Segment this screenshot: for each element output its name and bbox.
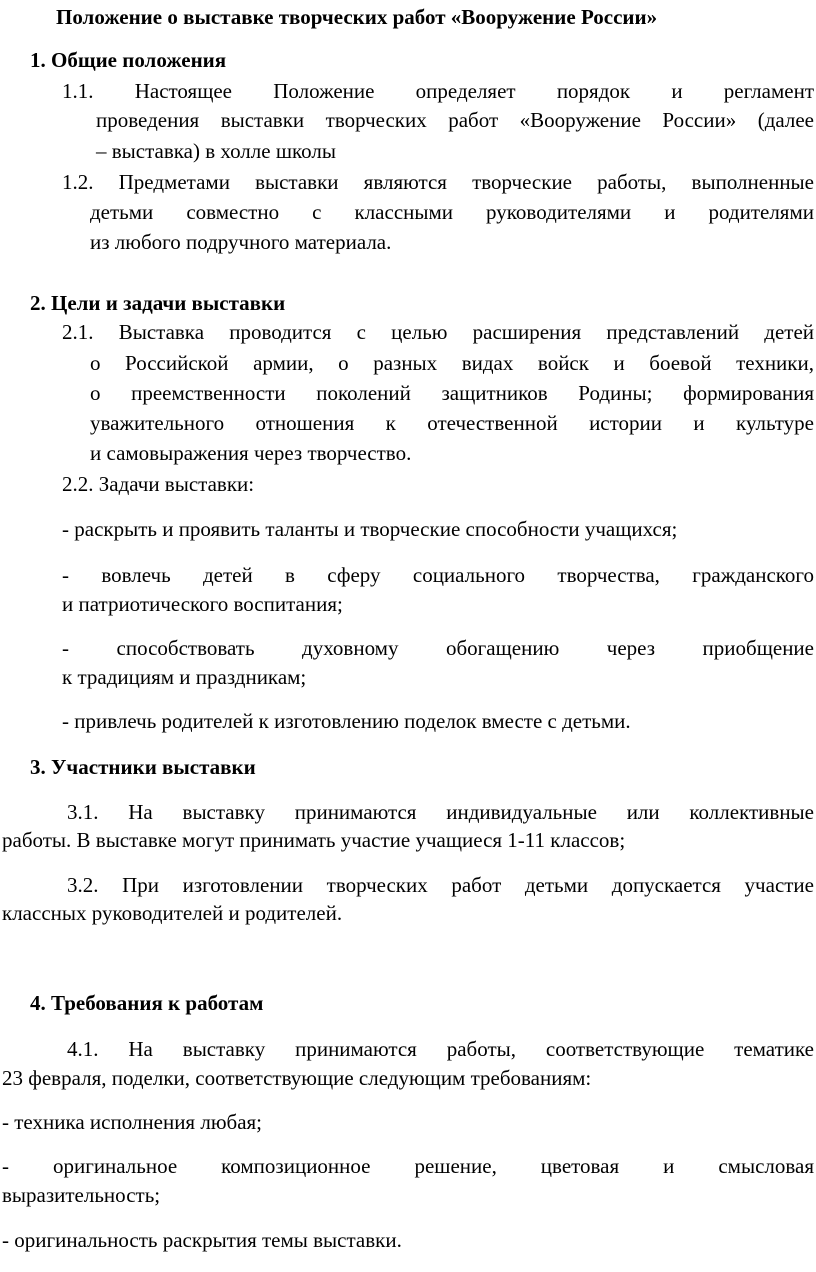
paragraph-3-2-line-2: классных руководителей и родителей. — [2, 901, 343, 925]
paragraph-1-1-line-1: 1.1. Настоящее Положение определяет порядок и регламент — [62, 79, 814, 103]
paragraph-3-2-line-1: 3.2. При изготовлении творческих работ детьми допускается участие — [67, 873, 814, 897]
paragraph-1-2-line-1: 1.2. Предметами выставки являются творческие работы, выполненные — [62, 170, 814, 194]
section-1-heading: 1. Общие положения — [30, 48, 227, 72]
requirement-item-3: - оригинальность раскрытия темы выставки. — [2, 1228, 402, 1252]
paragraph-2-1-line-3: о преемственности поколений защитников Родины; формирования — [90, 381, 814, 405]
section-3-heading: 3. Участники выставки — [30, 755, 256, 779]
paragraph-1-2-line-3: из любого подручного материала. — [90, 230, 392, 254]
paragraph-4-1-line-2: 23 февраля, поделки, соответствующие следующим требованиям: — [2, 1066, 592, 1090]
paragraph-1-2-line-2: детьми совместно с классными руководителями и родителями — [90, 200, 814, 224]
task-item-3-line-1: - способствовать духовному обогащению через приобщение — [62, 636, 814, 660]
task-item-3-line-2: к традициям и праздникам; — [62, 665, 307, 689]
paragraph-4-1-line-1: 4.1. На выставку принимаются работы, соответствующие тематике — [67, 1037, 814, 1061]
task-item-1: - раскрыть и проявить таланты и творческие способности учащихся; — [62, 517, 678, 541]
paragraph-3-1-line-1: 3.1. На выставку принимаются индивидуальные или коллективные — [67, 800, 814, 824]
section-2-heading: 2. Цели и задачи выставки — [30, 291, 286, 315]
paragraph-2-1-line-1: 2.1. Выставка проводится с целью расширения представлений детей — [62, 320, 814, 344]
section-4-heading: 4. Требования к работам — [30, 991, 264, 1015]
task-item-2-line-2: и патриотического воспитания; — [62, 592, 343, 616]
paragraph-2-1-line-4: уважительного отношения к отечественной истории и культуре — [90, 411, 814, 435]
requirement-item-2-line-1: - оригинальное композиционное решение, цветовая и смысловая — [2, 1154, 814, 1178]
document-title: Положение о выставке творческих работ «Вооружение России» — [56, 5, 658, 29]
paragraph-2-1-line-5: и самовыражения через творчество. — [90, 441, 412, 465]
paragraph-1-1-line-3: – выставка) в холле школы — [96, 139, 336, 163]
paragraph-3-1-line-2: работы. В выставке могут принимать участие учащиеся 1-11 классов; — [2, 828, 626, 852]
task-item-4: - привлечь родителей к изготовлению поделок вместе с детьми. — [62, 709, 631, 733]
requirement-item-2-line-2: выразительность; — [2, 1183, 161, 1207]
paragraph-2-1-line-2: о Российской армии, о разных видах войск и боевой техники, — [90, 351, 814, 375]
paragraph-1-1-line-2: проведения выставки творческих работ «Вооружение России» (далее — [96, 108, 814, 132]
requirement-item-1: - техника исполнения любая; — [2, 1110, 263, 1134]
paragraph-2-2: 2.2. Задачи выставки: — [62, 472, 255, 496]
task-item-2-line-1: - вовлечь детей в сферу социального творчества, гражданского — [62, 563, 814, 587]
